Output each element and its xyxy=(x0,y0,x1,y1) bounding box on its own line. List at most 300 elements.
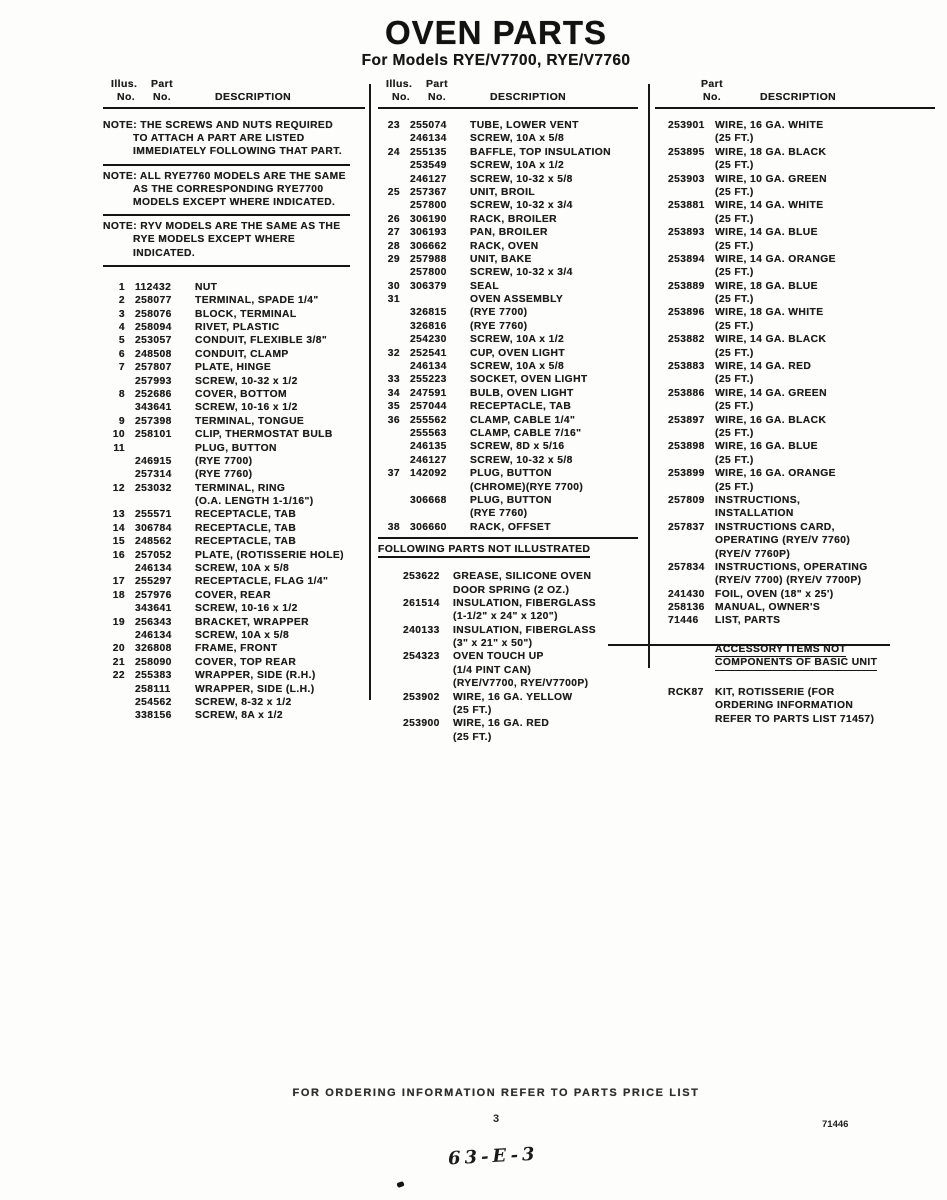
part-description: SCREW, 10-16 x 1/2 xyxy=(195,402,298,414)
part-row xyxy=(655,588,935,601)
part-row xyxy=(378,414,638,427)
part-row xyxy=(655,481,935,494)
part-row xyxy=(378,717,638,730)
part-description: (RYE 7700) xyxy=(195,455,253,467)
illus-no xyxy=(103,495,125,508)
part-no: 258101 xyxy=(135,429,172,441)
part-row xyxy=(103,575,365,588)
part-description: WIRE, 18 GA. BLACK xyxy=(715,146,827,158)
description-header-label: DESCRIPTION xyxy=(215,91,292,103)
part-description: (3" x 21" x 50") xyxy=(453,638,533,650)
part-row xyxy=(655,467,935,480)
no-header-label: No. xyxy=(703,91,722,103)
part-row xyxy=(655,226,935,239)
part-no xyxy=(403,664,453,677)
part-row xyxy=(655,574,935,587)
illus-no: 3 xyxy=(118,308,125,320)
part-row xyxy=(655,159,935,172)
part-row xyxy=(378,173,638,186)
part-row xyxy=(378,280,638,293)
part-row xyxy=(378,186,638,199)
part-description: SCREW, 8A x 1/2 xyxy=(195,710,284,722)
part-description: NUT xyxy=(195,281,218,293)
part-no: 306193 xyxy=(410,227,447,239)
part-row xyxy=(378,373,638,386)
part-no: 253899 xyxy=(668,468,705,480)
part-row xyxy=(103,482,365,495)
parts-column-3 xyxy=(655,78,935,726)
illus-no xyxy=(103,455,125,468)
part-row xyxy=(103,442,365,455)
part-no: 258111 xyxy=(135,683,171,695)
illus-no: 26 xyxy=(387,213,400,225)
part-no: 253893 xyxy=(668,227,705,239)
part-no: 257809 xyxy=(668,494,705,506)
illus-no: 12 xyxy=(112,482,125,494)
part-description: (25 FT.) xyxy=(715,320,754,332)
part-row xyxy=(378,610,638,623)
illus-no: 1 xyxy=(118,281,125,293)
part-row xyxy=(655,240,935,253)
illus-no xyxy=(378,159,400,172)
part-description: PLATE, HINGE xyxy=(195,362,272,374)
part-no xyxy=(403,704,453,717)
part-row xyxy=(378,293,638,306)
part-description: PLUG, BUTTON xyxy=(195,442,277,454)
illus-no: 30 xyxy=(387,280,400,292)
illus-no: 37 xyxy=(387,468,400,480)
part-no xyxy=(403,584,453,597)
part-no xyxy=(403,637,453,650)
part-no xyxy=(668,507,715,520)
accessory-list xyxy=(655,686,935,726)
part-no: 253886 xyxy=(668,387,705,399)
part-description: CONDUIT, FLEXIBLE 3/8" xyxy=(195,335,328,347)
part-no: 253895 xyxy=(668,146,705,158)
part-no: 257976 xyxy=(135,589,172,601)
part-description: (1-1/2" x 24" x 120") xyxy=(453,611,558,623)
part-no xyxy=(668,548,715,561)
part-no xyxy=(410,293,462,306)
part-no: 326815 xyxy=(410,307,447,319)
part-description: RIVET, PLASTIC xyxy=(195,322,280,333)
part-no: 247591 xyxy=(410,387,447,399)
column-divider-line xyxy=(369,84,371,700)
part-row xyxy=(378,400,638,413)
part-row xyxy=(378,240,638,253)
part-row xyxy=(655,199,935,212)
part-description: (RYE 7700) xyxy=(470,307,528,319)
part-description: (25 FT.) xyxy=(715,267,754,279)
illus-no: 21 xyxy=(112,656,125,668)
part-row xyxy=(378,704,638,717)
part-no: 257800 xyxy=(410,267,447,279)
part-no xyxy=(668,574,715,587)
part-row xyxy=(655,253,935,266)
part-no: 306662 xyxy=(410,240,447,252)
part-row xyxy=(378,132,638,145)
part-row xyxy=(103,549,365,562)
part-no: 258136 xyxy=(668,602,705,614)
part-row xyxy=(103,495,365,508)
part-row xyxy=(378,467,638,480)
illus-no: 7 xyxy=(118,362,125,374)
part-row xyxy=(103,656,365,669)
part-row xyxy=(655,494,935,507)
part-no: 254323 xyxy=(403,651,440,663)
part-description: (25 FT.) xyxy=(715,240,754,252)
part-description: WIRE, 18 GA. WHITE xyxy=(715,307,824,319)
part-description: FOIL, OVEN (18" x 25') xyxy=(715,588,834,600)
part-row xyxy=(655,614,935,627)
illus-no: 15 xyxy=(112,536,125,548)
illus-no: 19 xyxy=(112,616,125,628)
part-row xyxy=(378,584,638,597)
part-description: (25 FT.) xyxy=(453,731,492,743)
part-no: 71446 xyxy=(668,615,699,627)
part-no: 248562 xyxy=(135,536,172,548)
part-row xyxy=(378,677,638,690)
parts-column-2 xyxy=(378,78,638,744)
part-row xyxy=(103,696,365,709)
part-description: PLUG, BUTTON xyxy=(470,494,552,506)
illus-no: 22 xyxy=(112,670,125,682)
part-row xyxy=(655,561,935,574)
part-no: 257398 xyxy=(135,415,172,427)
part-row xyxy=(103,562,365,575)
part-row xyxy=(103,334,365,347)
illus-no xyxy=(378,440,400,453)
illus-no: 6 xyxy=(118,348,125,360)
illus-header-label: Illus. xyxy=(111,78,138,90)
illus-no xyxy=(378,507,400,520)
part-no xyxy=(668,186,715,199)
part-row xyxy=(103,415,365,428)
illus-no xyxy=(103,562,125,575)
part-row xyxy=(378,387,638,400)
illus-no xyxy=(103,468,125,481)
part-description: WIRE, 14 GA. ORANGE xyxy=(715,253,836,265)
part-no xyxy=(403,677,453,690)
illus-no xyxy=(103,375,125,388)
part-description: BRACKET, WRAPPER xyxy=(195,616,309,628)
part-no: 343641 xyxy=(135,603,172,615)
part-description: (25 FT.) xyxy=(715,294,754,306)
part-no: 246127 xyxy=(410,454,447,466)
not-illustrated-section xyxy=(378,537,638,744)
illus-no: 18 xyxy=(112,589,125,601)
part-row xyxy=(103,294,365,307)
part-row xyxy=(103,401,365,414)
part-description: WIRE, 14 GA. WHITE xyxy=(715,200,824,212)
part-row xyxy=(103,508,365,521)
illus-no: 23 xyxy=(387,120,400,131)
part-no: 257052 xyxy=(135,549,172,561)
part-row xyxy=(378,226,638,239)
part-description: SCREW, 10A x 5/8 xyxy=(470,133,565,145)
part-description: (25 FT.) xyxy=(715,374,754,386)
part-row xyxy=(103,629,365,642)
parts-column-1 xyxy=(103,78,365,723)
part-description: SEAL xyxy=(470,280,500,292)
part-description: PAN, BROILER xyxy=(470,227,548,239)
part-description: WIRE, 16 GA. RED xyxy=(453,718,550,730)
part-description: RACK, BROILER xyxy=(470,213,558,225)
part-row xyxy=(655,427,935,440)
part-row xyxy=(655,373,935,386)
column-3-header xyxy=(655,78,935,109)
part-description: (1/4 PINT CAN) xyxy=(453,664,532,676)
part-row xyxy=(655,347,935,360)
part-description: (25 FT.) xyxy=(715,454,754,466)
part-description: (CHROME)(RYE 7700) xyxy=(470,481,584,493)
illus-no: 5 xyxy=(118,335,125,347)
part-row xyxy=(655,534,935,547)
part-row xyxy=(103,281,365,294)
part-description: RECEPTACLE, TAB xyxy=(195,536,297,548)
part-description: WIRE, 16 GA. YELLOW xyxy=(453,691,573,703)
part-no xyxy=(135,442,187,455)
part-description: SCREW, 10-32 x 5/8 xyxy=(470,454,573,466)
part-description: BAFFLE, TOP INSULATION xyxy=(470,146,611,158)
part-row xyxy=(655,280,935,293)
part-row xyxy=(103,455,365,468)
parts-list-3 xyxy=(655,119,935,628)
illus-no: 25 xyxy=(387,186,400,198)
part-row xyxy=(378,521,638,534)
part-row xyxy=(103,616,365,629)
part-description: (25 FT.) xyxy=(715,427,754,439)
part-no: 246134 xyxy=(410,361,447,373)
not-illustrated-heading: FOLLOWING PARTS NOT ILLUSTRATED xyxy=(378,544,590,558)
illus-no xyxy=(103,696,125,709)
part-no: 253883 xyxy=(668,361,705,373)
illus-no xyxy=(103,602,125,615)
part-no xyxy=(410,507,462,520)
part-description: WIRE, 16 GA. WHITE xyxy=(715,120,824,131)
part-row xyxy=(103,348,365,361)
illus-no: 16 xyxy=(112,549,125,561)
part-description: TERMINAL, SPADE 1/4" xyxy=(195,295,319,307)
part-description: MANUAL, OWNER'S xyxy=(715,602,821,614)
part-no: 306784 xyxy=(135,522,172,534)
part-description: COVER, TOP REAR xyxy=(195,656,297,668)
part-no: 343641 xyxy=(135,402,172,414)
part-row xyxy=(655,293,935,306)
column-1-header xyxy=(103,78,365,109)
ordering-info-line: FOR ORDERING INFORMATION REFER TO PARTS PRICE LIST xyxy=(292,1087,700,1099)
part-row xyxy=(378,253,638,266)
part-row xyxy=(103,589,365,602)
part-no: 253900 xyxy=(403,718,440,730)
part-row xyxy=(655,360,935,373)
part-row xyxy=(103,321,365,334)
illus-no: 20 xyxy=(112,643,125,655)
part-description: DOOR SPRING (2 OZ.) xyxy=(453,584,570,596)
part-no: 257044 xyxy=(410,401,447,413)
part-no: 258076 xyxy=(135,308,172,320)
part-description: CONDUIT, CLAMP xyxy=(195,348,289,360)
note-text: NOTE: THE SCREWS AND NUTS REQUIRED TO ATTACH A PART ARE LISTED IMMEDIATELY FOLLOWING THAT PART. xyxy=(103,115,350,166)
illus-no xyxy=(378,320,400,333)
part-no: 257837 xyxy=(668,521,705,533)
illus-no xyxy=(103,629,125,642)
part-description: SCREW, 10-32 x 1/2 xyxy=(195,375,298,387)
part-description: (RYE 7760) xyxy=(470,508,528,520)
part-no: 253903 xyxy=(668,173,705,185)
part-description: CLIP, THERMOSTAT BULB xyxy=(195,429,333,441)
part-row xyxy=(378,199,638,212)
part-row xyxy=(378,691,638,704)
part-description: COVER, BOTTOM xyxy=(195,388,287,400)
part-row xyxy=(378,650,638,663)
part-row xyxy=(378,427,638,440)
part-no: 257834 xyxy=(668,561,705,573)
part-row xyxy=(378,507,638,520)
part-description: WIRE, 14 GA. BLUE xyxy=(715,227,818,239)
part-no: 255571 xyxy=(135,509,172,521)
part-no: 246134 xyxy=(410,133,447,145)
illus-no: 35 xyxy=(387,401,400,413)
part-description: OPERATING (RYE/V 7760) xyxy=(715,535,851,547)
part-no: 112432 xyxy=(135,281,172,293)
accessory-heading-line2: COMPONENTS OF BASIC UNIT xyxy=(715,657,877,671)
part-no: 253881 xyxy=(668,200,705,212)
no-header-label: No. xyxy=(428,91,447,103)
part-no: 306379 xyxy=(410,280,447,292)
part-description: RECEPTACLE, TAB xyxy=(195,522,297,534)
part-no: 257988 xyxy=(410,253,447,265)
part-description: (25 FT.) xyxy=(715,160,754,172)
part-description: SCREW, 10A x 5/8 xyxy=(195,629,290,641)
illus-no xyxy=(378,454,400,467)
illus-no: 33 xyxy=(387,374,400,386)
part-description: SCREW, 10-16 x 1/2 xyxy=(195,603,298,615)
part-no: 254230 xyxy=(410,334,447,346)
part-no: 258077 xyxy=(135,295,172,307)
part-row xyxy=(103,522,365,535)
part-description: INSTRUCTIONS, xyxy=(715,494,801,506)
accessory-heading-line1: ACCESSORY ITEMS NOT xyxy=(715,644,846,658)
part-no: 246915 xyxy=(135,455,172,467)
part-description: UNIT, BROIL xyxy=(470,186,536,198)
part-row xyxy=(655,266,935,279)
part-description: UNIT, BAKE xyxy=(470,253,532,265)
part-row xyxy=(378,731,638,744)
part-description: GREASE, SILICONE OVEN xyxy=(453,571,592,583)
part-description: INSULATION, FIBERGLASS xyxy=(453,597,597,609)
part-no: 241430 xyxy=(668,588,705,600)
part-row xyxy=(103,361,365,374)
part-description: WIRE, 10 GA. GREEN xyxy=(715,173,827,185)
part-description: SCREW, 10A x 5/8 xyxy=(195,563,290,575)
part-row xyxy=(103,709,365,722)
illus-no: 29 xyxy=(387,253,400,265)
illus-no: 10 xyxy=(112,429,125,441)
part-description: COVER, REAR xyxy=(195,589,271,601)
part-row xyxy=(655,333,935,346)
illus-no xyxy=(378,266,400,279)
part-no xyxy=(403,610,453,623)
part-row xyxy=(655,119,935,132)
part-description: WIRE, 14 GA. BLACK xyxy=(715,334,827,346)
part-description: (RYE 7760) xyxy=(195,469,253,481)
part-no xyxy=(668,373,715,386)
part-description: LIST, PARTS xyxy=(715,615,781,627)
part-no xyxy=(668,713,715,726)
part-description: BULB, OVEN LIGHT xyxy=(470,387,574,399)
illus-no: 9 xyxy=(118,415,125,427)
not-illustrated-list xyxy=(378,570,638,744)
illus-no: 13 xyxy=(112,509,125,521)
part-description: KIT, ROTISSERIE (FOR xyxy=(715,686,835,698)
part-row xyxy=(655,507,935,520)
part-description: INSTRUCTIONS CARD, xyxy=(715,521,835,533)
illus-no xyxy=(378,481,400,494)
part-description: INSTALLATION xyxy=(715,508,794,520)
part-description: SCREW, 10A x 1/2 xyxy=(470,160,565,172)
part-row xyxy=(103,308,365,321)
part-description: (RYE 7760) xyxy=(470,320,528,332)
part-no: 255563 xyxy=(410,427,447,439)
illus-no: 36 xyxy=(387,414,400,426)
part-no: 306190 xyxy=(410,213,447,225)
part-description: (25 FT.) xyxy=(453,705,492,717)
part-description: WRAPPER, SIDE (R.H.) xyxy=(195,670,316,682)
illus-no: 27 xyxy=(387,227,400,239)
part-description: INSULATION, FIBERGLASS xyxy=(453,624,597,636)
illus-no: 28 xyxy=(387,240,400,252)
part-description: BLOCK, TERMINAL xyxy=(195,308,297,320)
no-header-label: No. xyxy=(153,91,172,103)
part-description: RACK, OFFSET xyxy=(470,521,551,533)
part-no: 252686 xyxy=(135,388,172,400)
part-no xyxy=(668,293,715,306)
accessory-heading xyxy=(655,644,935,671)
part-no xyxy=(668,534,715,547)
scan-smudge xyxy=(396,1181,404,1188)
illus-no: 14 xyxy=(112,522,125,534)
part-row xyxy=(655,713,935,726)
illus-no: 4 xyxy=(118,322,125,333)
page-subtitle: For Models RYE/V7700, RYE/V7760 xyxy=(361,52,631,69)
illus-no: 31 xyxy=(387,294,400,306)
part-row xyxy=(378,320,638,333)
part-description: (25 FT.) xyxy=(715,401,754,413)
part-no: 253902 xyxy=(403,691,440,703)
part-no: 253057 xyxy=(135,335,172,347)
part-no: 338156 xyxy=(135,710,172,722)
part-no: 257807 xyxy=(135,362,172,374)
part-no: 257314 xyxy=(135,469,172,481)
part-row xyxy=(378,481,638,494)
part-no: 253896 xyxy=(668,307,705,319)
part-description: OVEN ASSEMBLY xyxy=(470,294,564,306)
part-description: SCREW, 10-32 x 3/4 xyxy=(470,267,573,279)
part-row xyxy=(655,601,935,614)
page-number: 3 xyxy=(492,1113,500,1125)
part-no xyxy=(410,481,462,494)
part-no: 326808 xyxy=(135,643,172,655)
part-row xyxy=(378,454,638,467)
illus-no xyxy=(378,494,400,507)
part-row xyxy=(103,669,365,682)
part-no: 253894 xyxy=(668,253,705,265)
part-no: 257993 xyxy=(135,375,172,387)
part-row xyxy=(378,597,638,610)
illus-no xyxy=(378,173,400,186)
page-title: OVEN PARTS xyxy=(384,14,608,51)
